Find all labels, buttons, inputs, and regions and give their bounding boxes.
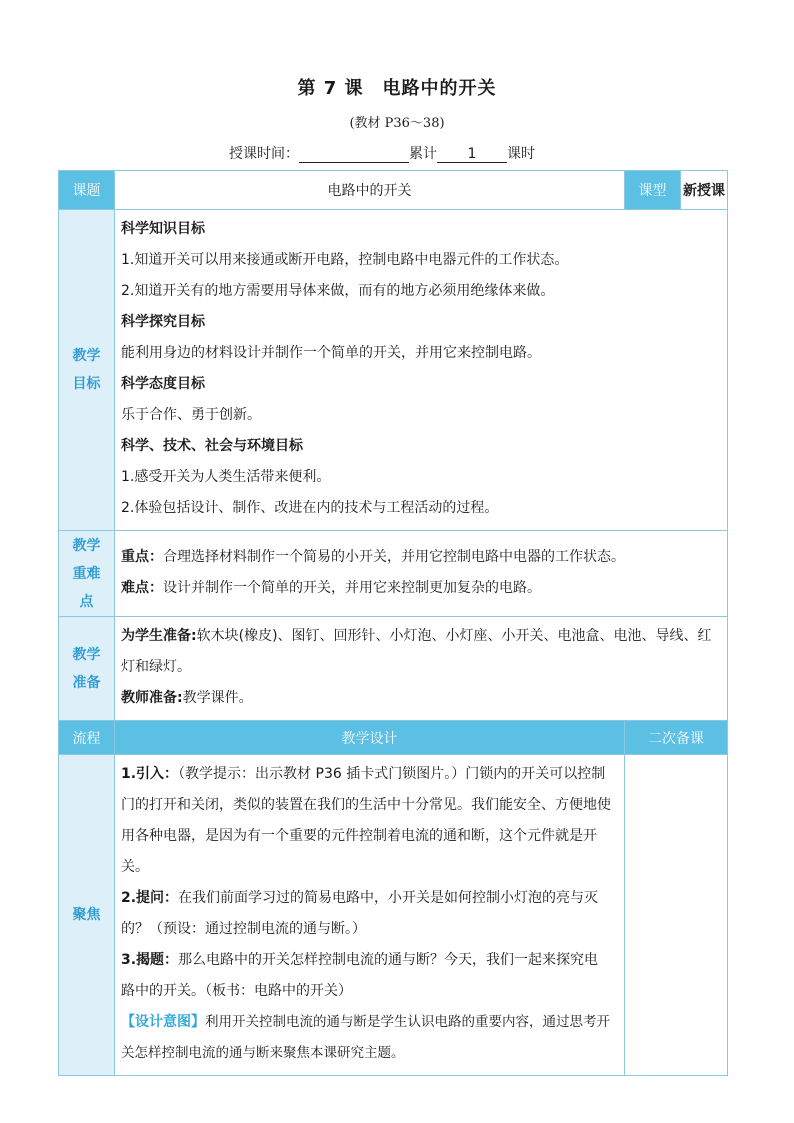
- reveal-text: 那么电路中的开关怎样控制电流的通与断？今天，我们一起来探究电路中的开关。（板书：电路中的开关）: [121, 952, 599, 999]
- goals-label: 教学 目标: [59, 210, 115, 531]
- intro-text: （教学提示：出示教材 P36 插卡式门锁图片。）门锁内的开关可以控制门的打开和关闭，类似的装置在我们的生活中十分常见。我们能安全、方便地使用各种电器，是因为有一个重要的元件控制着电流的通和断，这个元件就是开关。: [121, 766, 611, 875]
- difficult-point-label: 难点：: [121, 579, 163, 596]
- teacher-prep-label: 教师准备:: [121, 690, 183, 706]
- key-point-label: 重点：: [121, 548, 163, 565]
- reveal-label: 3.揭题：: [121, 952, 179, 968]
- second-prep-header: 二次备课: [625, 721, 728, 755]
- topic-row: [59, 171, 728, 210]
- teaching-design-header: 教学设计: [115, 721, 625, 755]
- goals-row: [59, 210, 728, 531]
- goal-heading: 科学探究目标: [121, 314, 205, 330]
- goal-item: 乐于合作、勇于创新。: [121, 407, 261, 423]
- goal-item: 能利用身边的材料设计并制作一个简单的开关，并用它来控制电路。: [121, 345, 541, 361]
- teacher-prep-text: 教学课件。: [182, 690, 253, 706]
- cumulative-value: 1: [437, 146, 507, 163]
- cumulative-label: 累计: [409, 146, 437, 162]
- key-point-text: 合理选择材料制作一个简易的小开关，并用它控制电路中电器的工作状态。: [163, 548, 625, 565]
- lesson-type-label: 课型: [625, 171, 681, 210]
- process-header: 流程: [59, 721, 115, 755]
- goal-heading: 科学态度目标: [121, 376, 205, 392]
- goal-item: 1.感受开关为人类生活带来便利。: [121, 469, 331, 485]
- lesson-plan-table: [58, 170, 728, 1076]
- goal-item: 2.知道开关有的地方需要用导体来做，而有的地方必须用绝缘体来做。: [121, 283, 555, 299]
- prep-label: 教学 准备: [59, 617, 115, 721]
- process-header-row: [59, 721, 728, 755]
- focus-row: [59, 755, 728, 1076]
- goal-heading: 科学、技术、社会与环境目标: [121, 438, 303, 454]
- time-label: 授课时间：: [229, 146, 299, 162]
- goals-content: [115, 210, 728, 531]
- textbook-pages: (教材 P36～38): [349, 116, 445, 131]
- lesson-time-line: [229, 143, 535, 163]
- time-blank: [299, 146, 409, 163]
- topic-value: 电路中的开关: [115, 171, 625, 210]
- focus-label: 聚焦: [59, 755, 115, 1076]
- student-prep-label: 为学生准备:: [121, 628, 197, 644]
- lesson-type-value: 新授课: [681, 171, 728, 210]
- second-prep-cell: [625, 755, 728, 1076]
- question-text: 在我们前面学习过的简易电路中，小开关是如何控制小灯泡的亮与灭的？（预设：通过控制电流的通与断。）: [121, 890, 599, 937]
- goal-item: 2.体验包括设计、制作、改进在内的技术与工程活动的过程。: [121, 500, 499, 516]
- lesson-title: 第 7 课 电路中的开关: [297, 78, 497, 99]
- key-points-row: [59, 531, 728, 617]
- goal-item: 1.知道开关可以用来接通或断开电路，控制电路中电器元件的工作状态。: [121, 252, 569, 268]
- intro-label: 1.引入：: [121, 766, 179, 782]
- question-label: 2.提问：: [121, 890, 179, 906]
- key-points-label: 教学 重难 点: [59, 531, 115, 617]
- design-intent-label: 【设计意图】: [121, 1014, 205, 1030]
- prep-row: [59, 617, 728, 721]
- prep-content: [115, 617, 728, 721]
- student-prep-text: 软木块(橡皮)、图钉、回形针、小灯泡、小灯座、小开关、电池盒、电池、导线、红灯和绿灯。: [121, 628, 712, 675]
- focus-content: [115, 755, 625, 1076]
- key-points-content: [115, 531, 728, 617]
- hours-label: 课时: [507, 146, 535, 162]
- topic-label: 课题: [59, 171, 115, 210]
- goal-heading: 科学知识目标: [121, 221, 205, 237]
- difficult-point-text: 设计并制作一个简单的开关，并用它来控制更加复杂的电路。: [163, 579, 541, 596]
- design-intent-text: 利用开关控制电流的通与断是学生认识电路的重要内容，通过思考开关怎样控制电流的通与断来聚焦本课研究主题。: [121, 1014, 610, 1061]
